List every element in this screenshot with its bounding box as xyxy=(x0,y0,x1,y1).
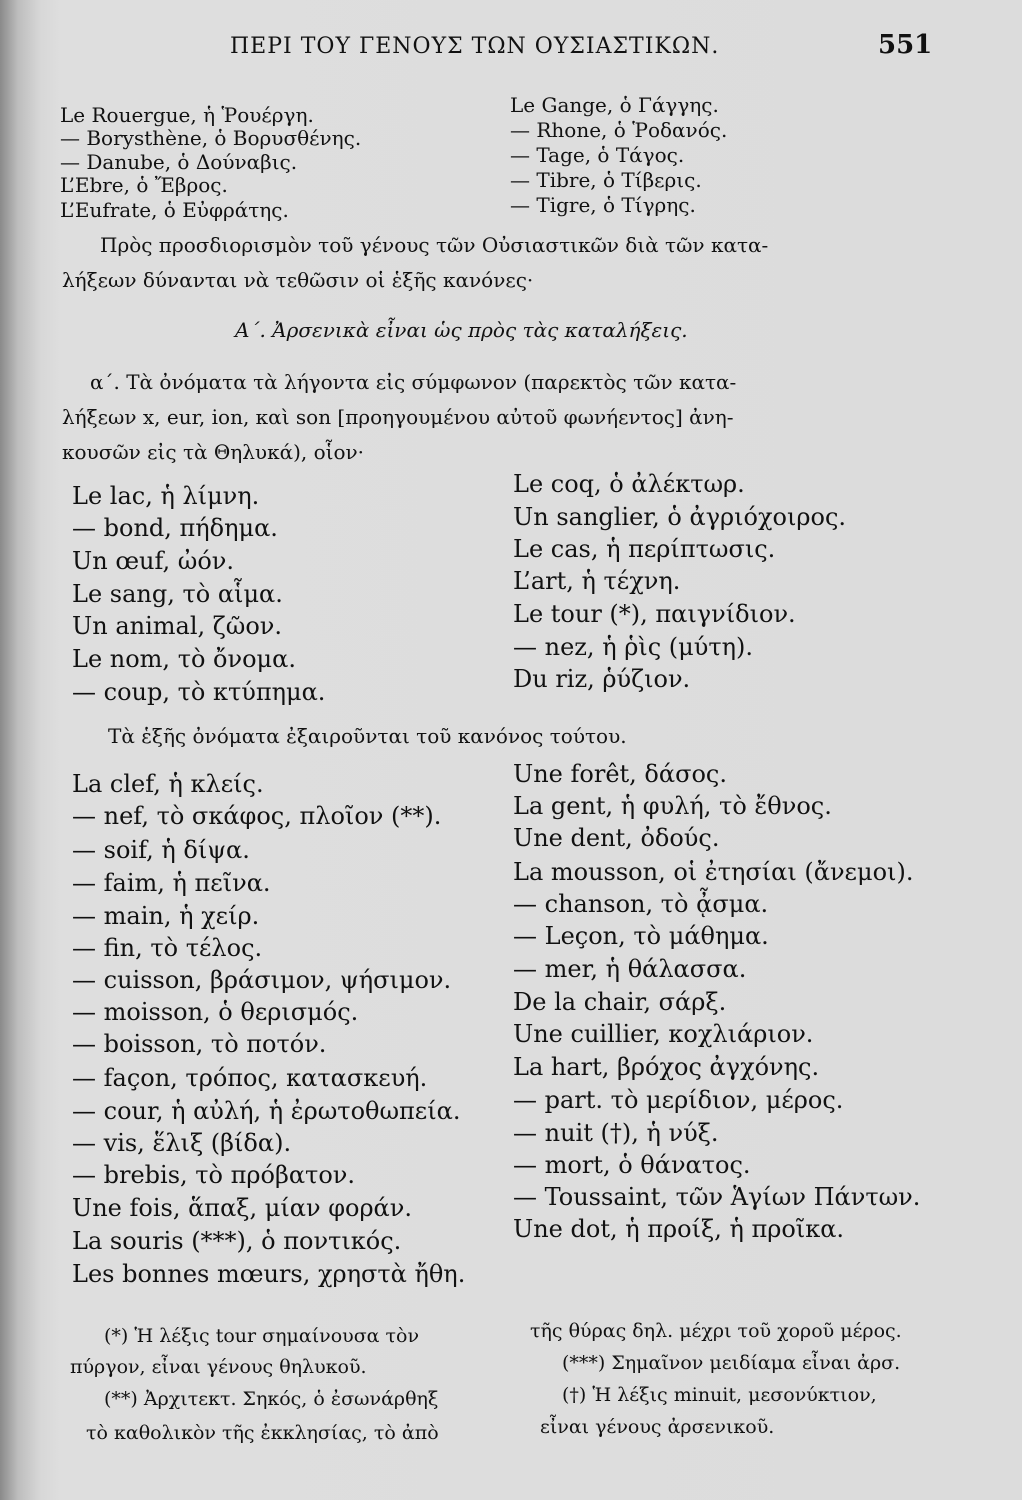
list-item: — part. τὸ μερίδιον, μέρος. xyxy=(513,1086,844,1114)
list-item: — Danube, ὁ Δούναβις. xyxy=(60,150,298,174)
footnote-line: πύργον, εἶναι γένους θηλυκοῦ. xyxy=(70,1356,367,1378)
list-item: — Tage, ὁ Τάγος. xyxy=(510,143,685,167)
list-item: — moisson, ὁ θερισμός. xyxy=(72,998,359,1026)
list-item: — chanson, τὸ ᾆσμα. xyxy=(513,890,769,918)
list-item: Un œuf, ὠόν. xyxy=(72,547,235,575)
list-item: — cour, ἡ αὐλή, ἡ ἐρωτοθωπεία. xyxy=(72,1097,461,1125)
list-item: Les bonnes mœurs, χρηστὰ ἤθη. xyxy=(72,1260,466,1288)
list-item: — boisson, τὸ ποτόν. xyxy=(72,1030,327,1058)
list-item: L’Eufrate, ὁ Εὐφράτης. xyxy=(60,198,289,222)
list-item: — vis, ἕλιξ (βίδα). xyxy=(72,1129,292,1157)
list-item: — Leçon, τὸ μάθημα. xyxy=(513,922,769,950)
list-item: — brebis, τὸ πρόβατον. xyxy=(72,1161,355,1189)
footnote-line: τῆς θύρας δηλ. μέχρι τοῦ χοροῦ μέρος. xyxy=(530,1320,902,1342)
list-item: L’art, ἡ τέχνη. xyxy=(513,567,681,595)
list-item: La clef, ἡ κλείς. xyxy=(72,770,264,798)
footnote-line: (*) Ἡ λέξις tour σημαίνουσα τὸν xyxy=(104,1325,420,1347)
list-item: Du riz, ῥύζιον. xyxy=(513,665,691,693)
list-item: Le Gange, ὁ Γάγγης. xyxy=(510,93,719,117)
list-item: Une dent, ὀδούς. xyxy=(513,824,720,852)
list-item: — cuisson, βράσιμον, ψήσιμον. xyxy=(72,966,452,994)
rule-a-line-2: λήξεων x, eur, ion, καὶ son [προηγουμένου αὐτοῦ φωνήεντος] ἀνη- xyxy=(62,405,734,429)
list-item: Une fois, ἅπαξ, μίαν φοράν. xyxy=(72,1194,412,1222)
list-item: La souris (***), ὁ ποντικός. xyxy=(72,1227,402,1255)
list-item: — mort, ὁ θάνατος. xyxy=(513,1151,751,1179)
intro-line-2: λήξεων δύνανται νὰ τεθῶσιν οἱ ἑξῆς κανόνες· xyxy=(62,268,534,292)
list-item: De la chair, σάρξ. xyxy=(513,988,727,1016)
list-item: — Tigre, ὁ Τίγρης. xyxy=(510,193,696,217)
running-title: ΠΕΡΙ ΤΟΥ ΓΕΝΟΥΣ ΤΩΝ ΟΥΣΙΑΣΤΙΚΩΝ. xyxy=(230,34,720,59)
list-item: — Rhone, ὁ Ῥοδανός. xyxy=(510,118,728,142)
list-item: — soif, ἡ δίψα. xyxy=(72,836,250,864)
list-item: La hart, βρόχος ἀγχόνης. xyxy=(513,1053,820,1081)
list-item: — fin, τὸ τέλος. xyxy=(72,934,263,962)
list-item: Une dot, ἡ προίξ, ἡ προῖκα. xyxy=(513,1215,845,1243)
list-item: — nef, τὸ σκάφος, πλοῖον (**). xyxy=(72,802,442,830)
footnote-line: (**) Ἀρχιτεκτ. Σηκός, ὁ ἐσωνάρθηξ xyxy=(104,1388,439,1410)
list-item: La gent, ἡ φυλή, τὸ ἔθνος. xyxy=(513,792,832,820)
list-item: Un sanglier, ὁ ἀγριόχοιρος. xyxy=(513,503,847,531)
rule-a-line-3: κουσῶν εἰς τὰ Θηλυκά), οἷον· xyxy=(62,440,365,464)
list-item: Le tour (*), παιγνίδιον. xyxy=(513,600,796,628)
footnote-line: εἶναι γένους ἀρσενικοῦ. xyxy=(540,1416,775,1438)
list-item: — Toussaint, τῶν Ἁγίων Πάντων. xyxy=(513,1183,921,1211)
list-item: Une cuillier, κοχλιάριον. xyxy=(513,1020,814,1048)
footnote-line: (***) Σημαῖνον μειδίαμα εἶναι ἀρσ. xyxy=(562,1352,901,1374)
list-item: — Borysthène, ὁ Βορυσθένης. xyxy=(60,126,362,150)
list-item: — main, ἡ χείρ. xyxy=(72,902,260,930)
list-item: Une forêt, δάσος. xyxy=(513,760,727,788)
list-item: La mousson, οἱ ἐτησίαι (ἄνεμοι). xyxy=(513,858,914,886)
list-item: — faim, ἡ πεῖνα. xyxy=(72,869,271,897)
list-item: — coup, τὸ κτύπημα. xyxy=(72,678,326,706)
list-item: — bond, πήδημα. xyxy=(72,514,278,542)
list-item: — nez, ἡ ῥὶς (μύτη). xyxy=(513,633,753,661)
rule-a-line-1: α΄. Τὰ ὀνόματα τὰ λήγοντα εἰς σύμφωνον (παρεκτὸς τῶν κατα- xyxy=(90,370,737,394)
page-header xyxy=(0,30,1022,70)
list-item: Le sang, τὸ αἷμα. xyxy=(72,580,283,608)
list-item: Le lac, ἡ λίμνη. xyxy=(72,482,260,510)
list-item: — mer, ἡ θάλασσα. xyxy=(513,955,747,983)
list-item: — Tibre, ὁ Τίβερις. xyxy=(510,168,702,192)
list-item: — nuit (†), ἡ νύξ. xyxy=(513,1119,719,1147)
list-item: — façon, τρόπος, κατασκευή. xyxy=(72,1064,428,1092)
section-heading: Α΄. Ἀρσενικὰ εἶναι ὡς πρὸς τὰς καταλήξεις. xyxy=(235,318,688,342)
list-item: Le nom, τὸ ὄνομα. xyxy=(72,645,296,673)
list-item: Le cas, ἡ περίπτωσις. xyxy=(513,535,776,563)
footnote-line: τὸ καθολικὸν τῆς ἐκκλησίας, τὸ ἀπὸ xyxy=(86,1422,439,1444)
page-number: 551 xyxy=(878,30,933,60)
list-item: Le coq, ὁ ἀλέκτωρ. xyxy=(513,470,745,498)
list-item: L’Ebre, ὁ Ἔβρος. xyxy=(60,173,228,197)
list-item: Le Rouergue, ἡ Ῥουέργη. xyxy=(60,103,314,127)
exceptions-intro: Τὰ ἑξῆς ὀνόματα ἐξαιροῦνται τοῦ κανόνος τούτου. xyxy=(108,724,627,748)
list-item: Un animal, ζῶον. xyxy=(72,612,282,640)
intro-line-1: Πρὸς προσδιορισμὸν τοῦ γένους τῶν Οὐσιαστικῶν διὰ τῶν κατα- xyxy=(100,233,769,257)
footnote-line: (†) Ἡ λέξις minuit, μεσονύκτιον, xyxy=(562,1384,877,1406)
